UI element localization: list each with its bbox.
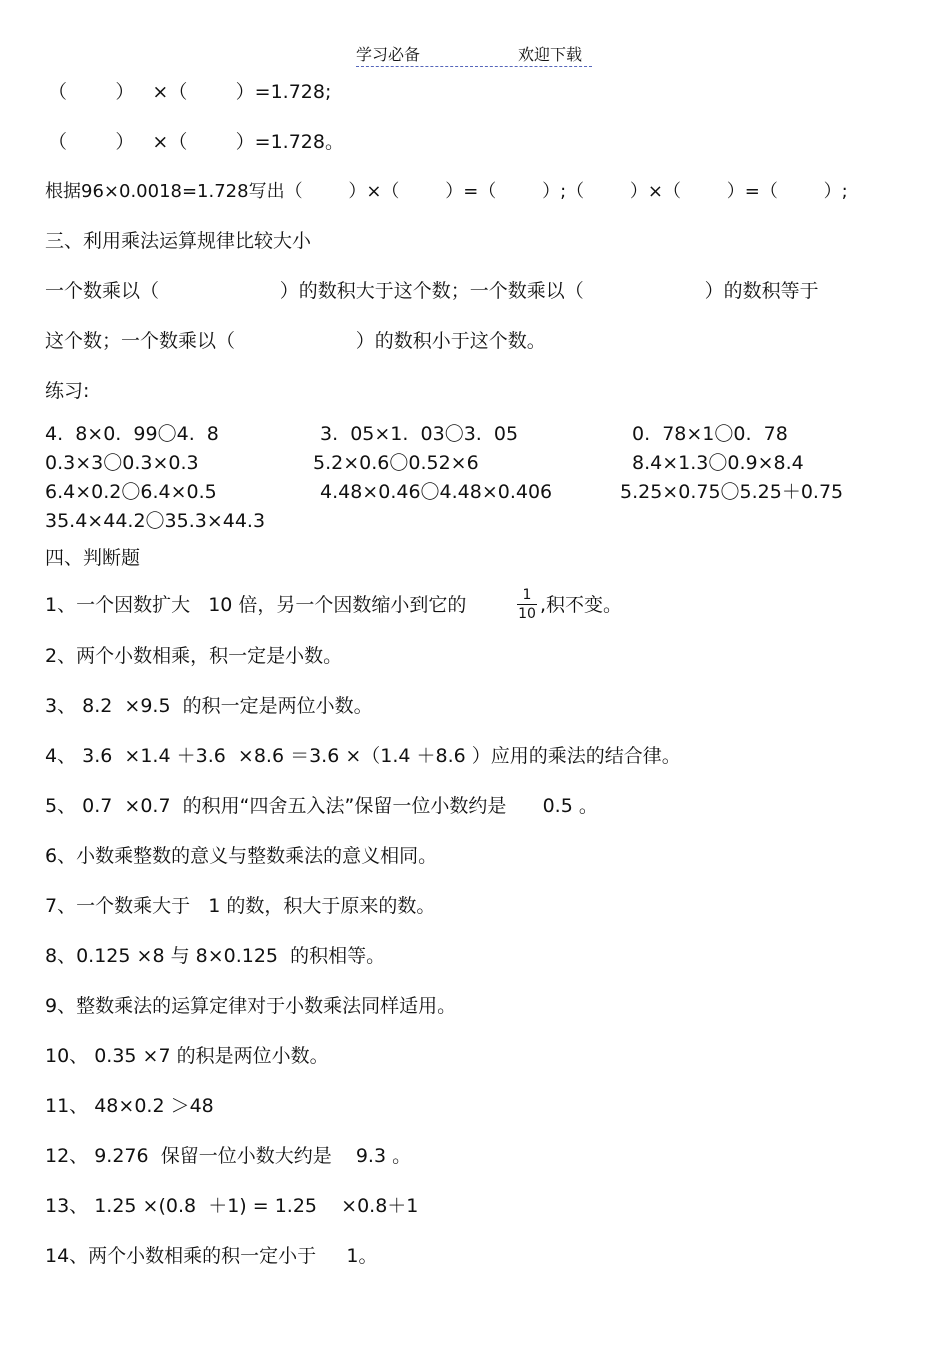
- practice-label: 练习:: [45, 380, 90, 402]
- section3-title: 三、利用乘法运算规律比较大小: [45, 230, 312, 252]
- judge-item: 6、小数乘整数的意义与整数乘法的意义相同。: [45, 845, 438, 867]
- judge-item: 12、 9.276 保留一位小数大约是 9.3 。: [45, 1145, 412, 1167]
- fraction-denominator: 10: [518, 606, 536, 622]
- practice-r1-c1: 4. 8×0. 99〇4. 8: [45, 423, 219, 445]
- practice-r2-c3: 8.4×1.3〇0.9×8.4: [632, 452, 804, 474]
- practice-r1-c2: 3. 05×1. 03〇3. 05: [320, 423, 519, 445]
- judge-item: 14、两个小数相乘的积一定小于 1。: [45, 1245, 378, 1267]
- judge-item: 7、一个数乘大于 1 的数，积大于原来的数。: [45, 895, 436, 917]
- fraction-one-tenth: [515, 587, 539, 622]
- judge-item: 3、 8.2 ×9.5 的积一定是两位小数。: [45, 695, 373, 717]
- judge-item: 10、 0.35 ×7 的积是两位小数。: [45, 1045, 329, 1067]
- practice-r3-c3: 5.25×0.75〇5.25＋0.75: [620, 481, 844, 503]
- judge-item-1-tail: ,积不变。: [540, 594, 623, 616]
- blank-row-1: （ ） ×（ ）=1.728;: [48, 81, 332, 103]
- judge-item: 4、 3.6 ×1.4 ＋3.6 ×8.6 ＝3.6 ×（1.4 ＋8.6 ）应用的乘法的结合律。: [45, 745, 681, 767]
- practice-r1-c3: 0. 78×1〇0. 78: [632, 423, 788, 445]
- judge-item: 11、 48×0.2 ＞48: [45, 1095, 214, 1117]
- practice-r4-c1: 35.4×44.2〇35.3×44.3: [45, 510, 266, 532]
- practice-r2-c2: 5.2×0.6〇0.52×6: [313, 452, 479, 474]
- judge-item: 5、 0.7 ×0.7 的积用“四舍五入法”保留一位小数约是 0.5 。: [45, 795, 598, 817]
- practice-r2-c1: 0.3×3〇0.3×0.3: [45, 452, 199, 474]
- section3-line2: 这个数；一个数乘以（ ）的数积小于这个数。: [45, 330, 546, 352]
- blank-row-2: （ ） ×（ ）=1.728。: [48, 131, 344, 153]
- judge-item-1-text: 1、一个因数扩大 10 倍，另一个因数缩小到它的: [45, 594, 467, 616]
- judge-item: 8、0.125 ×8 与 8×0.125 的积相等。: [45, 945, 386, 967]
- header-right-text: 欢迎下载: [518, 45, 583, 64]
- section3-line1: 一个数乘以（ ）的数积大于这个数；一个数乘以（ ）的数积等于: [45, 280, 819, 302]
- page-header: [356, 42, 592, 67]
- judge-item: 2、两个小数相乘，积一定是小数。: [45, 645, 343, 667]
- rule-line: 根据96×0.0018=1.728写出（ ）×（ ）=（ ）;（ ）×（ ）=（ ）;: [45, 181, 848, 202]
- fraction-bar: [517, 604, 537, 605]
- judge-item: 9、整数乘法的运算定律对于小数乘法同样适用。: [45, 995, 457, 1017]
- judge-item: 13、 1.25 ×(0.8 ＋1) = 1.25 ×0.8＋1: [45, 1195, 419, 1217]
- section4-title: 四、判断题: [45, 547, 141, 569]
- header-left-text: 学习必备: [356, 45, 421, 64]
- fraction-numerator: 1: [522, 587, 532, 603]
- practice-r3-c1: 6.4×0.2〇6.4×0.5: [45, 481, 217, 503]
- practice-r3-c2: 4.48×0.46〇4.48×0.406: [320, 481, 553, 503]
